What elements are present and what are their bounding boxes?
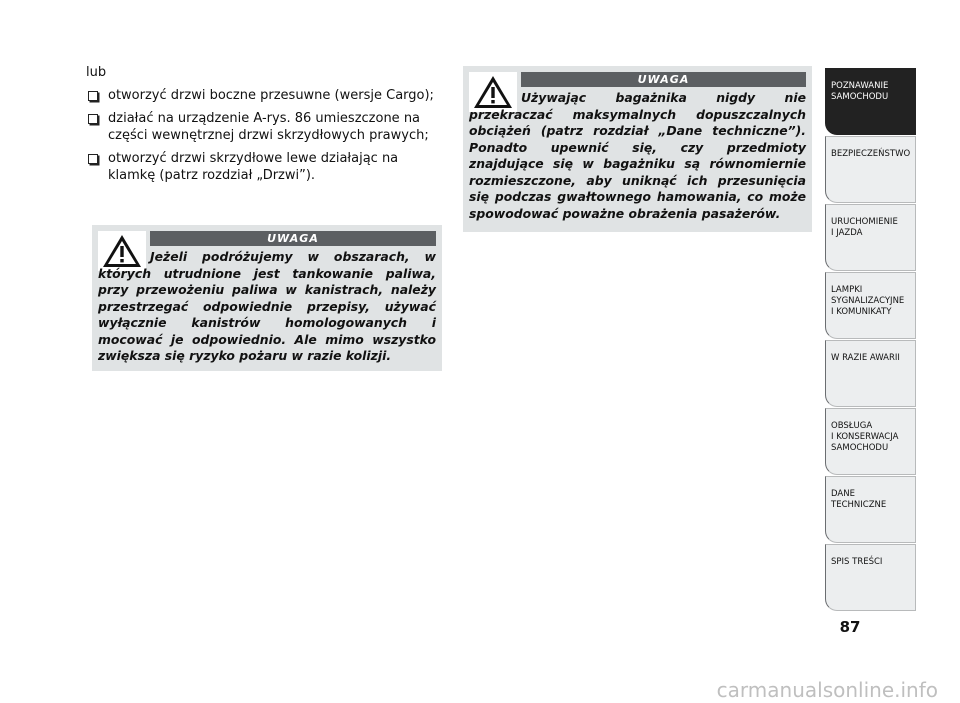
warning-title: UWAGA xyxy=(150,231,436,246)
tab-poznawanie-samochodu[interactable]: POZNAWANIE SAMOCHODU xyxy=(825,68,916,135)
tab-lampki-sygnalizacyjne[interactable]: LAMPKI SYGNALIZACYJNE I KOMUNIKATY xyxy=(825,272,916,339)
watermark: carmanualsonline.info xyxy=(716,678,938,702)
tab-spis-tresci[interactable]: SPIS TREŚCI xyxy=(825,544,916,611)
warning-title: UWAGA xyxy=(521,72,806,87)
warning-text: Jeżeli podróżujemy w obszarach, w których utrudnione jest tankowanie paliwa, przy przewożeniu paliwa w kanistrach, należy przestrzegać odpowiednie przepisy, używać wyłącznie kanistrów homologowanych i mocować je odpowiednio. Ale mimo wszystko zwiększa się ryzyko pożaru w razie kolizji. xyxy=(98,249,436,363)
list-item: działać na urządzenie A-rys. 86 umieszczone na części wewnętrznej drzwi skrzydłowych prawych; xyxy=(86,110,446,144)
checkbox-bullet-icon xyxy=(88,91,98,101)
warning-box-left xyxy=(92,225,442,371)
list-item: otworzyć drzwi boczne przesuwne (wersje Cargo); xyxy=(86,87,446,104)
tab-uruchomienie-i-jazda[interactable]: URUCHOMIENIE I JAZDA xyxy=(825,204,916,271)
tab-w-razie-awarii[interactable]: W RAZIE AWARII xyxy=(825,340,916,407)
chapter-tabs xyxy=(825,68,916,612)
list-item: otworzyć drzwi skrzydłowe lewe działając na klamkę (patrz rozdział „Drzwi”). xyxy=(86,150,446,184)
tab-bezpieczenstwo[interactable]: BEZPIECZEŃSTWO xyxy=(825,136,916,203)
checkbox-bullet-icon xyxy=(88,154,98,164)
bullet-list xyxy=(86,87,446,184)
left-column xyxy=(86,64,446,190)
warning-box-right xyxy=(463,66,812,232)
checkbox-bullet-icon xyxy=(88,114,98,124)
tab-dane-techniczne[interactable]: DANE TECHNICZNE xyxy=(825,476,916,543)
warning-text: Używając bagażnika nigdy nie przekraczać maksymalnych dopuszczalnych obciążeń (patrz rozdział „Dane techniczne”). Ponadto upewnić się, czy przedmioty znajdujące się w bagażniku są równomiernie rozmieszczone, aby uniknąć ich przesunięcia się podczas gwałtownego hamowania, co może spowodować poważne obrażenia pasażerów. xyxy=(469,90,806,221)
tab-obsluga-i-konserwacja[interactable]: OBSŁUGA I KONSERWACJA SAMOCHODU xyxy=(825,408,916,475)
intro-text: lub xyxy=(86,65,107,80)
page-number: 87 xyxy=(839,618,861,636)
